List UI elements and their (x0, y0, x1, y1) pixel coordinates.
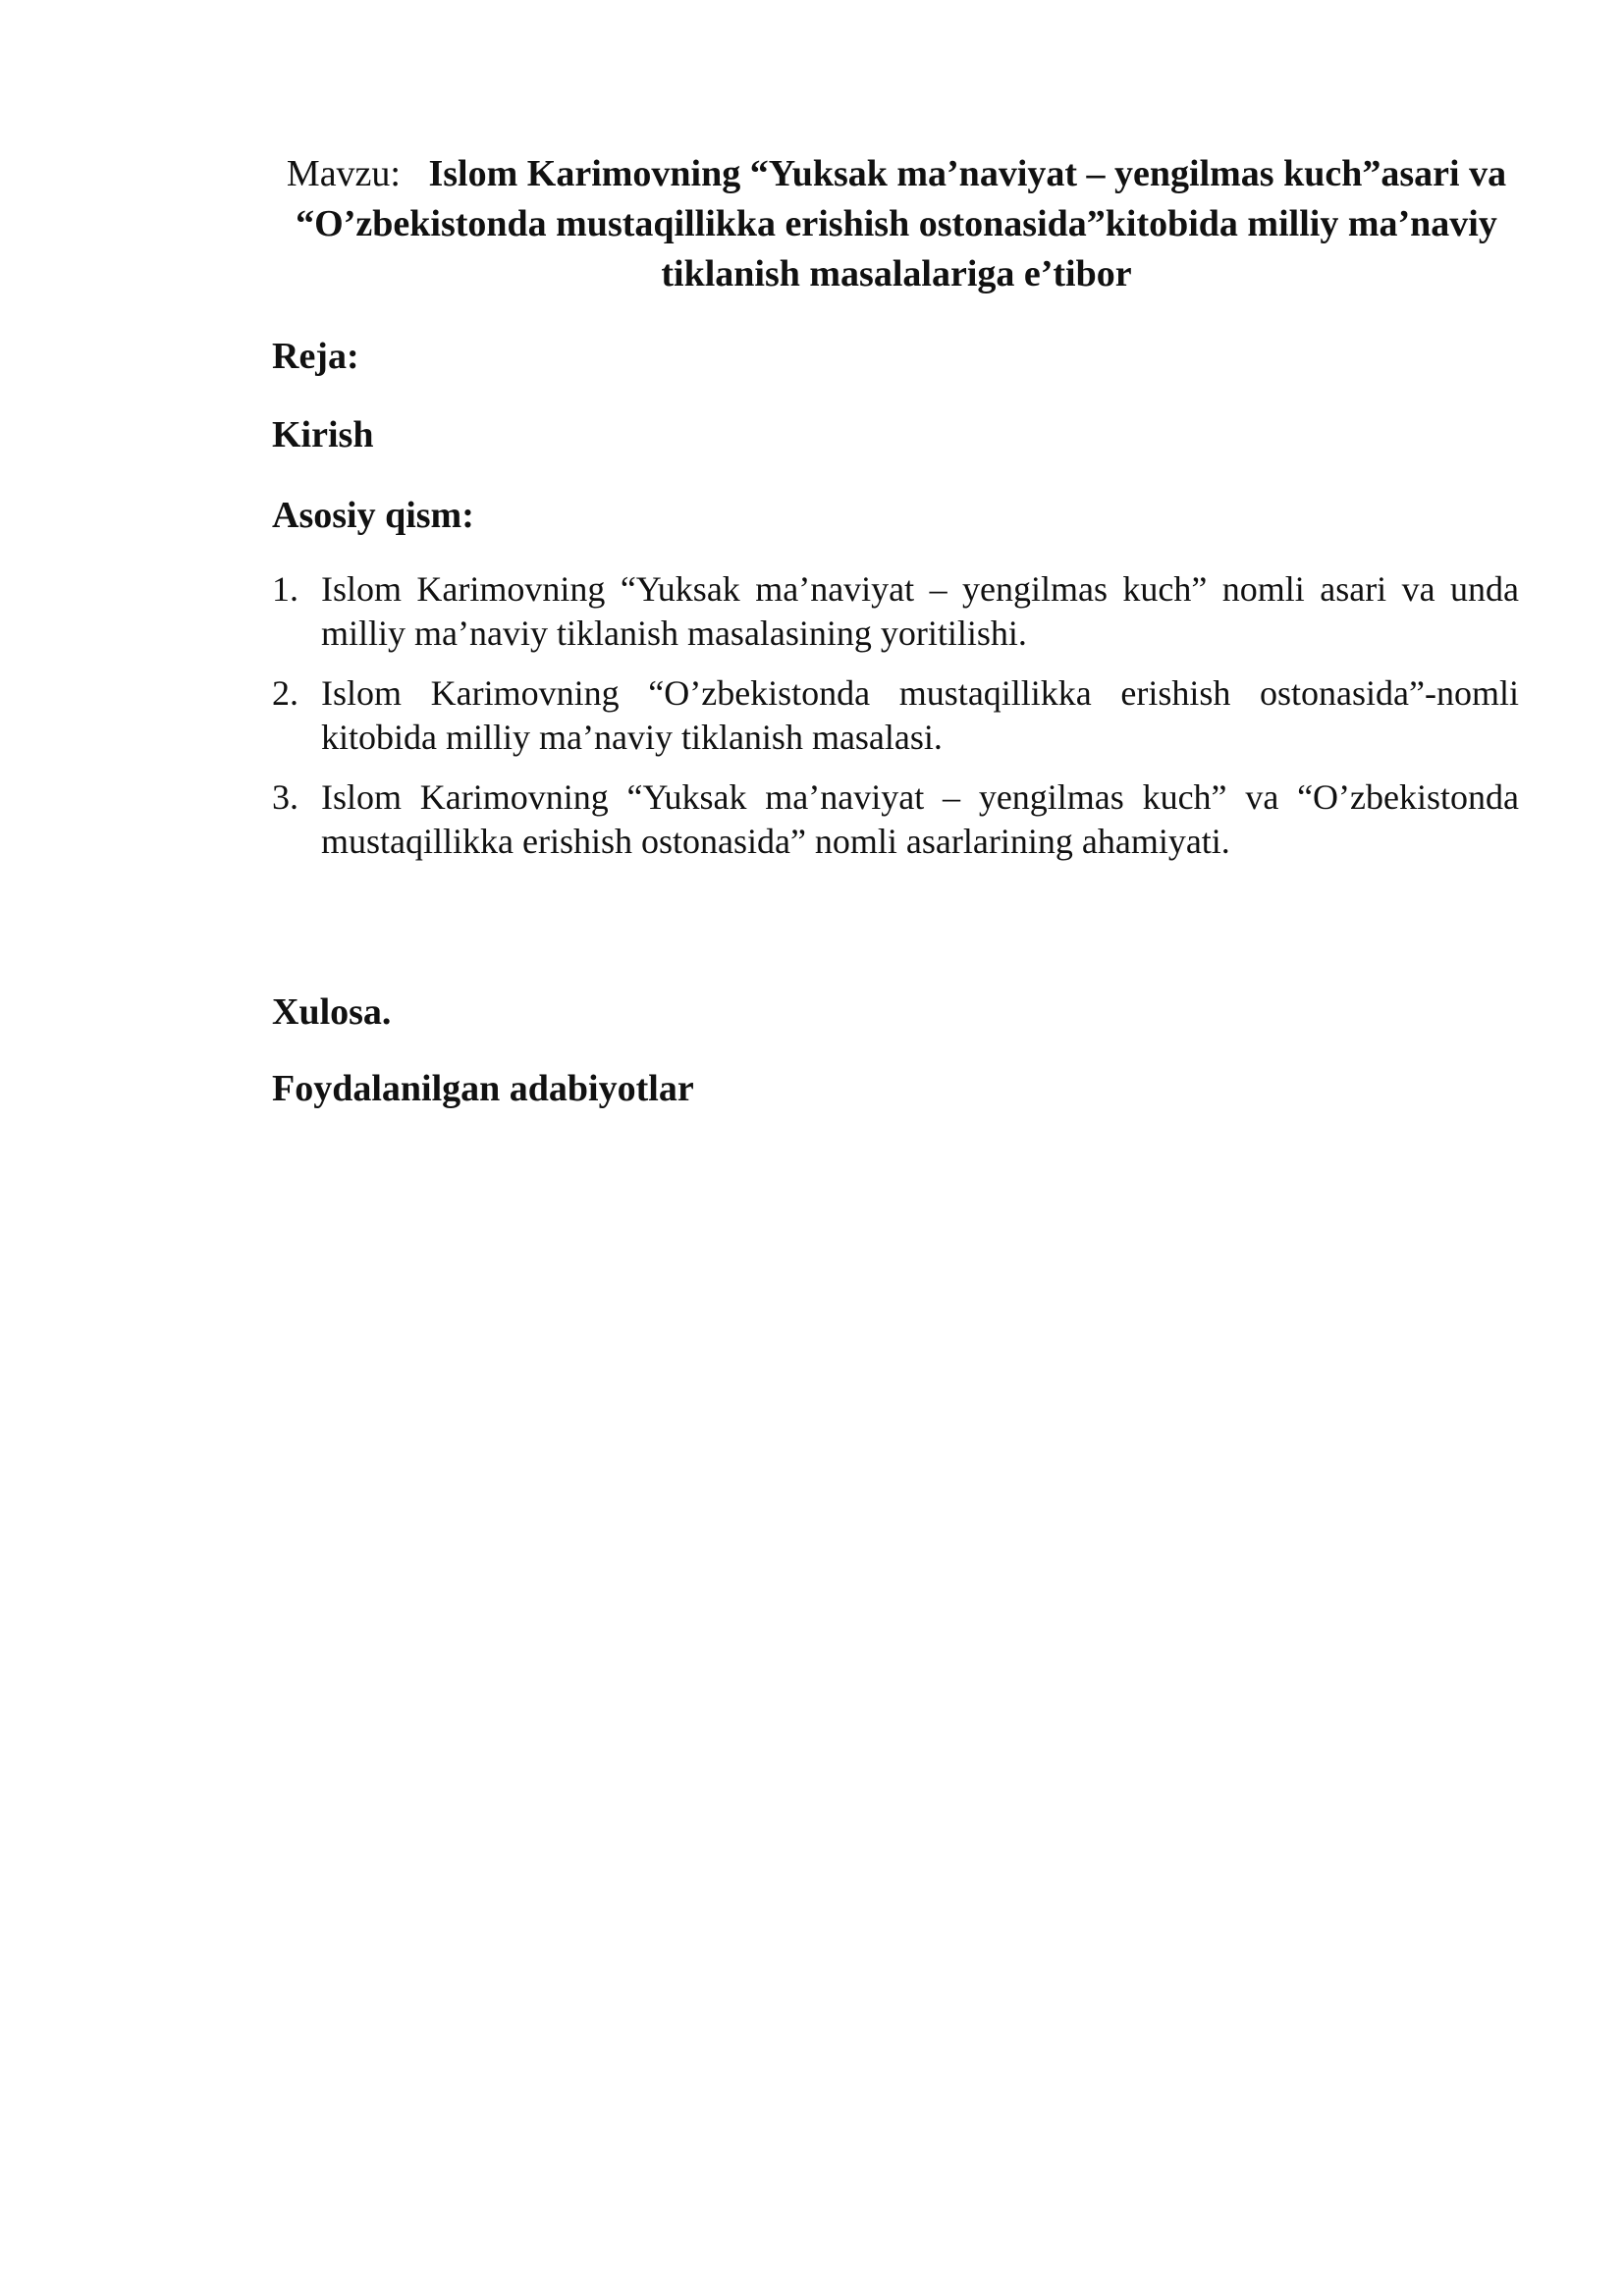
plan-list (272, 567, 1519, 880)
plan-item (272, 775, 1519, 864)
plan-item (272, 671, 1519, 760)
asosiy-qism-heading: Asosiy qism: (272, 495, 474, 536)
plan-item-number: 2. (272, 673, 298, 713)
title-text: Islom Karimovning “Yuksak ma’naviyat – yengilmas kuch”asari va “O’zbekistonda mustaqillikka erishish ostonasida”kitobida milliy ma’naviy tiklanish masalalariga e’tibor (296, 153, 1507, 294)
title-prefix: Mavzu: (286, 153, 401, 194)
plan-item-text: Islom Karimovning “O’zbekistonda mustaqillikka erishish ostonasida”-nomli kitobida milliy ma’naviy tiklanish masalasi. (321, 673, 1519, 757)
reja-heading: Reja: (272, 336, 359, 377)
plan-item-number: 1. (272, 569, 298, 609)
plan-item (272, 567, 1519, 656)
kirish-heading: Kirish (272, 414, 374, 455)
adabiyotlar-heading: Foydalanilgan adabiyotlar (272, 1068, 694, 1109)
plan-item-number: 3. (272, 777, 298, 817)
plan-item-text: Islom Karimovning “Yuksak ma’naviyat – yengilmas kuch” va “O’zbekistonda mustaqillikka erishish ostonasida” nomli asarlarining ahamiyati. (321, 777, 1519, 861)
plan-item-text: Islom Karimovning “Yuksak ma’naviyat – yengilmas kuch” nomli asari va unda milliy ma’naviy tiklanish masalasining yoritilishi. (321, 569, 1519, 653)
page-title (273, 149, 1520, 299)
xulosa-heading: Xulosa. (272, 991, 392, 1033)
